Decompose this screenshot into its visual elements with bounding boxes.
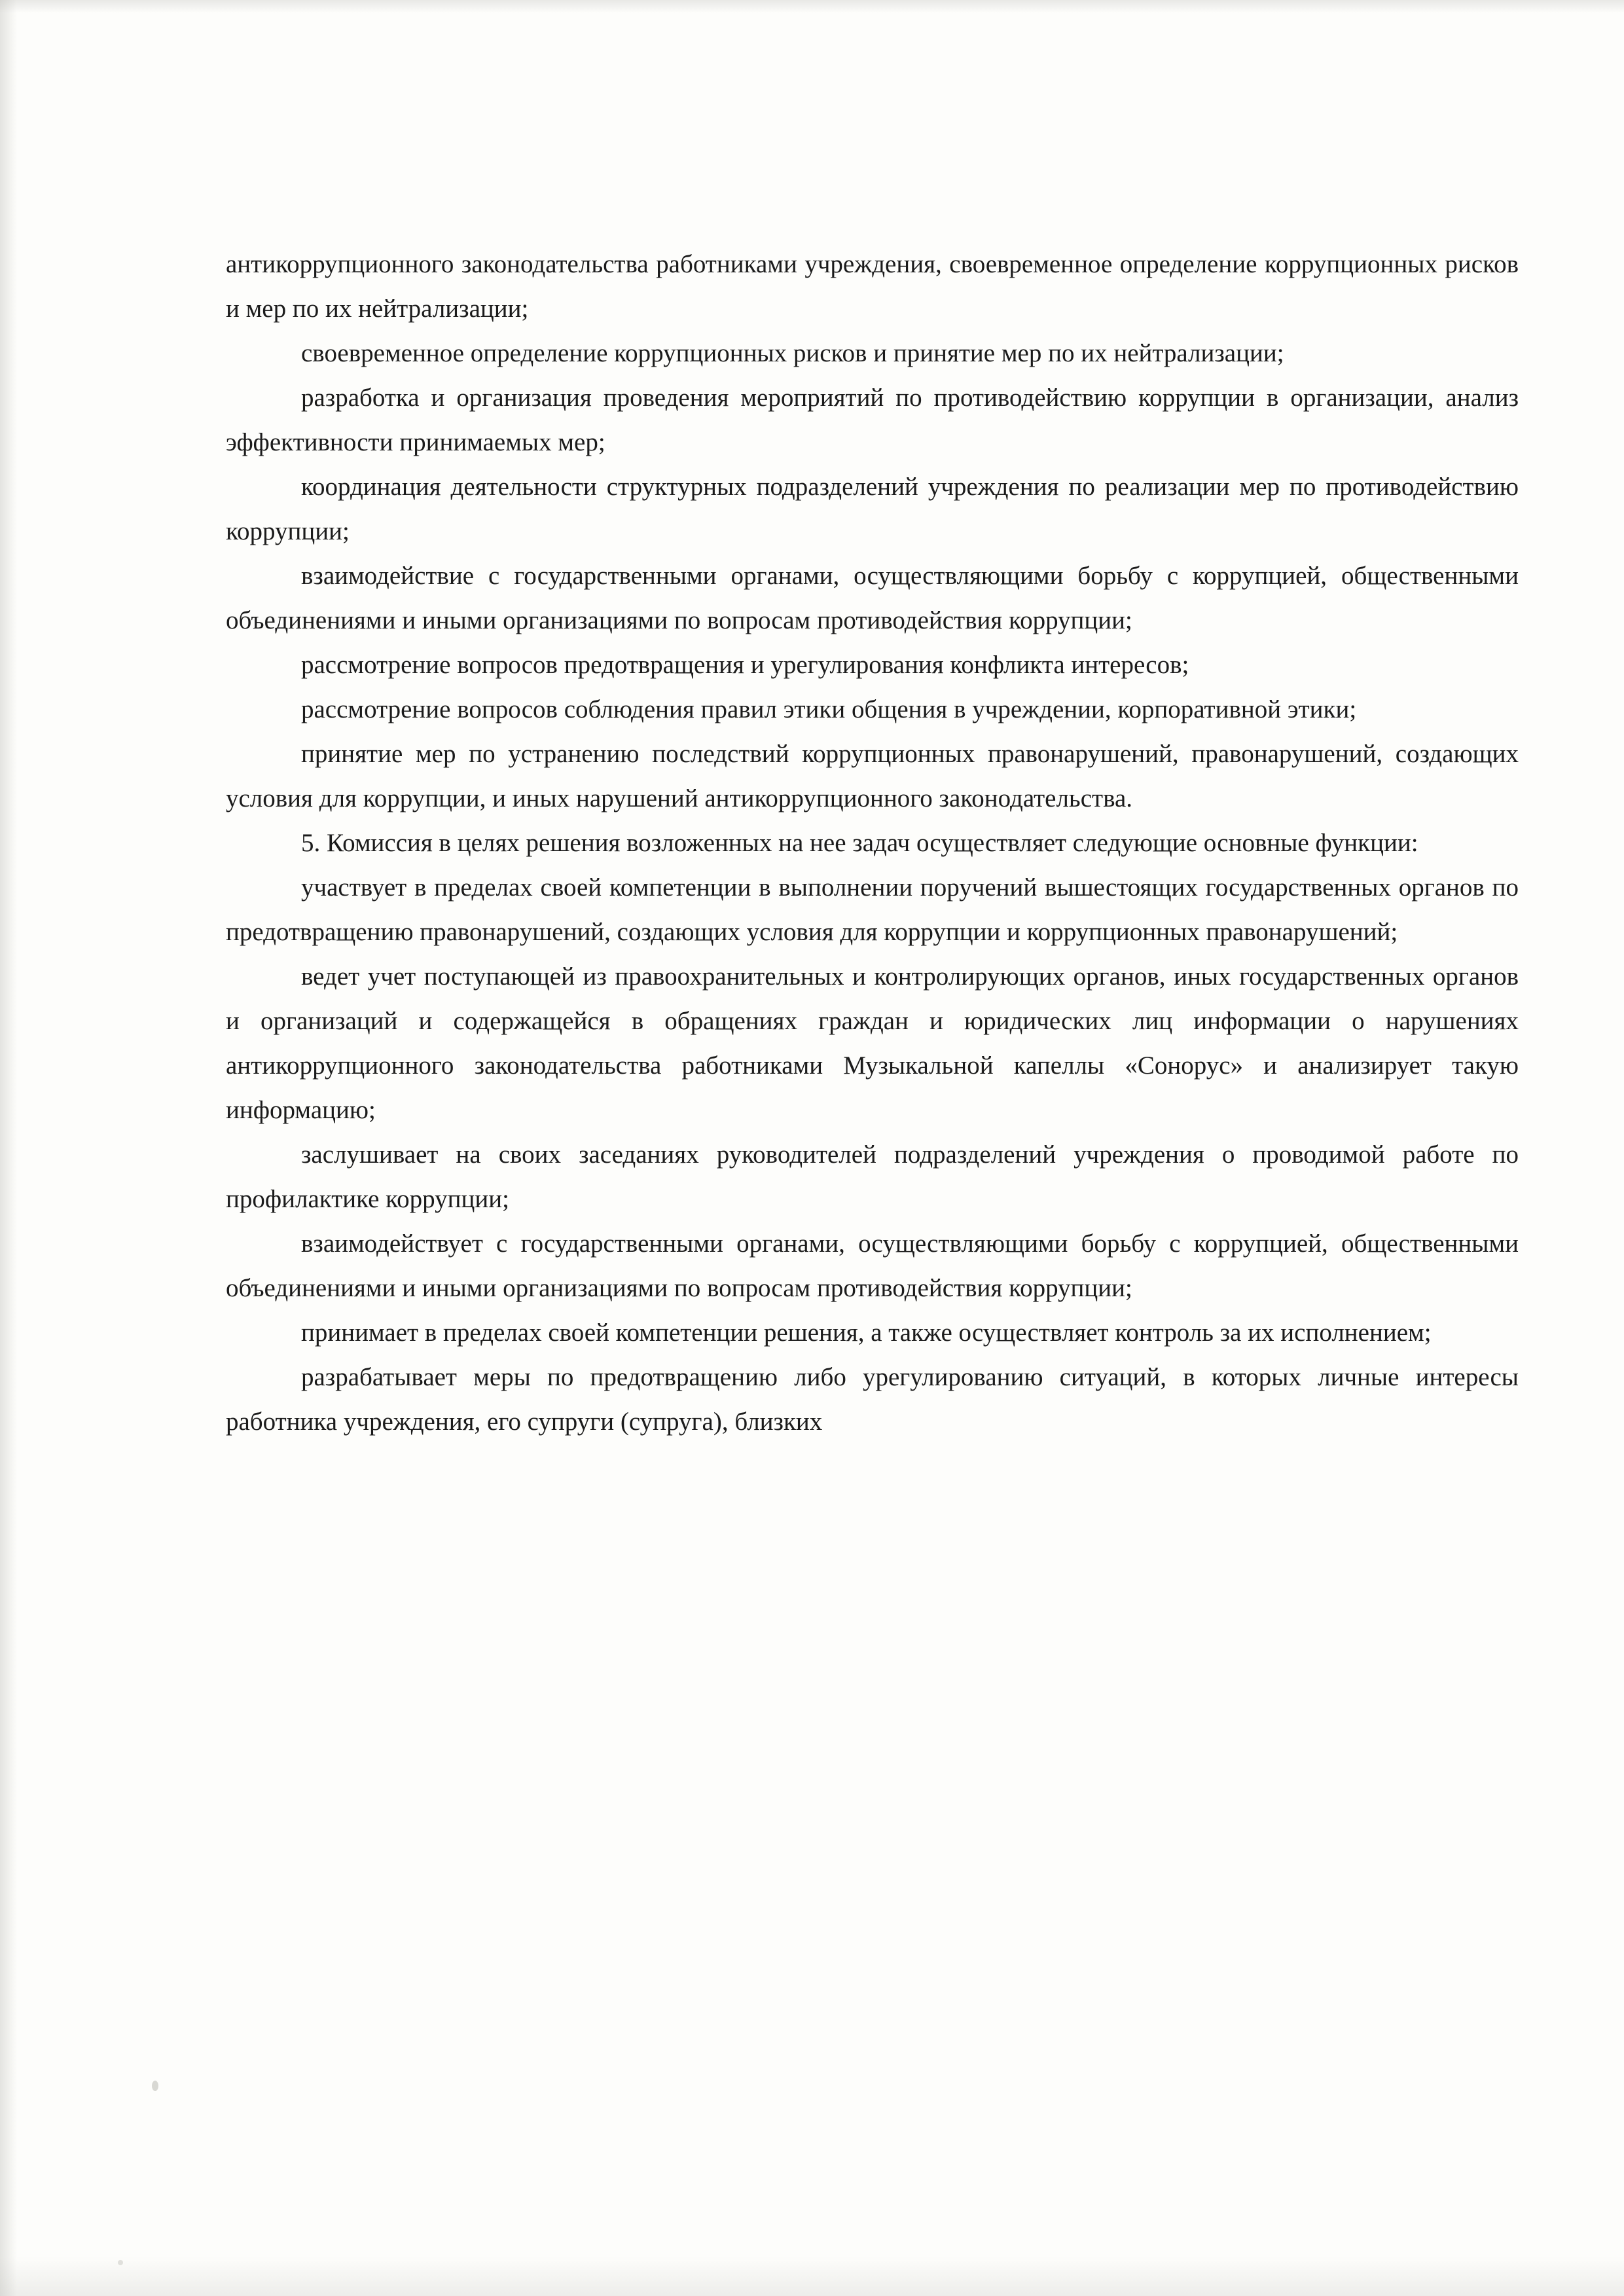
scan-edge-top [0, 0, 1624, 13]
paragraph: своевременное определение коррупционных рисков и принятие мер по их нейтрализации; [301, 339, 1284, 367]
paragraph: разрабатывает меры по предотвращению либо урегулированию ситуаций, в которых личные интересы работника учреждения, его супруги (супруга), близких [226, 1363, 1519, 1436]
paragraph-numbered-5: 5. Комиссия в целях решения возложенных на нее задач осуществляет следующие основные функции: [301, 829, 1418, 857]
scan-speck [152, 2081, 158, 2091]
paragraph: заслушивает на своих заседаниях руководителей подразделений учреждения о проводимой работе по профилактике коррупции; [226, 1140, 1519, 1213]
paragraph: принятие мер по устранению последствий коррупционных правонарушений, правонарушений, создающих условия для коррупции, и иных нарушений антикоррупционного законодательства. [226, 740, 1519, 812]
paragraph: взаимодействует с государственными органами, осуществляющими борьбу с коррупцией, общественными объединениями и иными организациями по вопросам противодействия коррупции; [226, 1230, 1519, 1302]
scan-edge-left [0, 0, 17, 2296]
paragraph: координация деятельности структурных подразделений учреждения по реализации мер по противодействию коррупции; [226, 473, 1519, 545]
paragraph: участвует в пределах своей компетенции в выполнении поручений вышестоящих государственных органов по предотвращению правонарушений, создающих условия для коррупции и коррупционных правонарушений; [226, 873, 1519, 946]
paragraph: антикоррупционного законодательства работниками учреждения, своевременное определение коррупционных рисков и мер по их нейтрализации; [226, 250, 1519, 323]
scan-speck [118, 2260, 123, 2265]
paragraph: рассмотрение вопросов соблюдения правил этики общения в учреждении, корпоративной этики; [301, 695, 1357, 723]
paragraph: взаимодействие с государственными органами, осуществляющими борьбу с коррупцией, общественными объединениями и иными организациями по вопросам противодействия коррупции; [226, 562, 1519, 634]
paragraph: ведет учет поступающей из правоохранительных и контролирующих органов, иных государственных органов и организаций и содержащейся в обращениях граждан и юридических лиц информации о нарушениях антикоррупционного законодательства работниками Музыкальной капеллы «Сонорус» и анализирует такую информацию; [226, 962, 1519, 1124]
document-body [226, 242, 1519, 1444]
paragraph: рассмотрение вопросов предотвращения и урегулирования конфликта интересов; [301, 651, 1189, 679]
scan-edge-bottom [0, 2257, 1624, 2296]
paragraph: принимает в пределах своей компетенции решения, а также осуществляет контроль за их исполнением; [301, 1319, 1432, 1347]
paragraph: разработка и организация проведения мероприятий по противодействию коррупции в организации, анализ эффективности принимаемых мер; [226, 384, 1519, 456]
